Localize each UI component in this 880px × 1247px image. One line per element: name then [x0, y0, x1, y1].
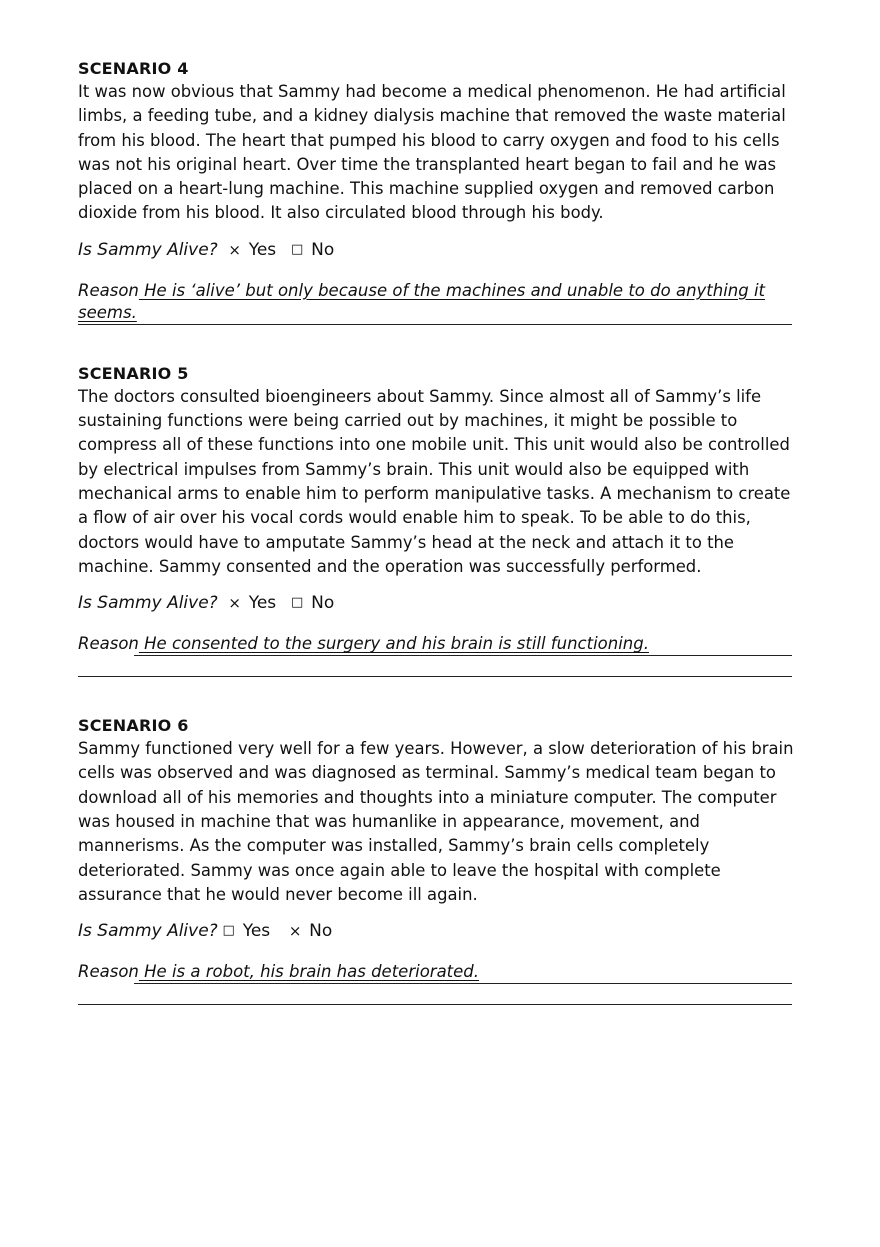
scenario-6 [78, 715, 794, 1005]
scenario-title: SCENARIO 6 [78, 716, 189, 736]
yes-option[interactable] [222, 920, 270, 942]
yes-label: Yes [242, 921, 271, 942]
scenario-title: SCENARIO 5 [78, 363, 189, 383]
no-label: No [311, 239, 335, 260]
reason-answer[interactable]: He is ‘alive’ but only because of the machines and unable to do anything it seems. [78, 280, 766, 322]
question-label: Is Sammy Alive? [78, 921, 218, 942]
scenario-text: It was now obvious that Sammy had become a medical phenomenon. He had artificial limbs, a feeding tube, and a kidney dialysis machine that removed the waste material from his blood. The heart that pumped his blood to carry oxygen and food to his cells was not his original heart. Over time the transplanted heart began to fail and he was placed on a heart-lung machine. This machine supplied oxygen and removed carbon dioxide from his blood. It also circulated blood through his body. [78, 82, 786, 223]
alive-question [78, 591, 794, 615]
no-checkbox: □ [290, 595, 304, 611]
scenario-text: The doctors consulted bioengineers about Sammy. Since almost all of Sammy’s life sustaining functions were being carried out by machines, it might be possible to compress all of these functions into one mobile unit. This unit would also be controlled by electrical impulses from Sammy’s brain. This unit would also be equipped with mechanical arms to enable him to perform manipulative tasks. A mechanism to create a flow of air over his vocal cords would enable him to speak. To be able to do this, doctors would have to amputate Sammy’s head at the neck and attach it to the machine. Sammy consented and the operation was successfully performed. [78, 386, 791, 576]
no-label: No [311, 593, 335, 614]
scenario-5 [78, 363, 794, 677]
reason-answer[interactable]: He consented to the surgery and his brain is still functioning. [138, 634, 649, 654]
yes-option[interactable] [228, 592, 276, 614]
reason-row [78, 280, 794, 322]
yes-checked-mark: × [228, 240, 241, 259]
reason-label: Reason [78, 634, 139, 654]
reason-label: Reason [78, 962, 139, 982]
reason-underline [134, 655, 792, 656]
reason-label: Reason [78, 280, 139, 300]
no-checked-mark: × [288, 922, 302, 941]
no-label: No [309, 921, 333, 942]
alive-question [78, 238, 794, 262]
yes-option[interactable] [228, 239, 276, 261]
reason-row [78, 633, 794, 657]
reason-answer[interactable]: He is a robot, his brain has deteriorated. [138, 962, 480, 982]
blank-answer-line[interactable] [78, 1004, 792, 1005]
scenario-4 [78, 58, 794, 325]
question-label: Is Sammy Alive? [78, 593, 218, 614]
no-checkbox: □ [290, 241, 304, 257]
blank-answer-line[interactable] [78, 676, 792, 677]
no-option[interactable] [288, 920, 332, 942]
reason-underline [134, 983, 792, 984]
yes-checkbox: □ [222, 923, 235, 939]
worksheet-page [78, 58, 794, 1005]
blank-answer-line[interactable] [78, 324, 792, 325]
scenario-title: SCENARIO 4 [78, 59, 189, 78]
no-option[interactable] [290, 592, 334, 614]
yes-label: Yes [248, 239, 277, 260]
alive-question [78, 919, 794, 943]
scenario-text: Sammy functioned very well for a few years. However, a slow deterioration of his brain cells was observed and was diagnosed as terminal. Sammy’s medical team began to download all of his memories and thoughts into a miniature computer. The computer was housed in machine that was humanlike in appearance, movement, and mannerisms. As the computer was installed, Sammy’s brain cells completely deteriorated. Sammy was once again able to leave the hospital with complete assurance that he would never become ill again. [78, 739, 794, 904]
reason-row [78, 961, 794, 985]
no-option[interactable] [290, 239, 334, 261]
yes-checked-mark: × [228, 594, 241, 613]
yes-label: Yes [248, 593, 277, 614]
question-label: Is Sammy Alive? [78, 239, 218, 260]
